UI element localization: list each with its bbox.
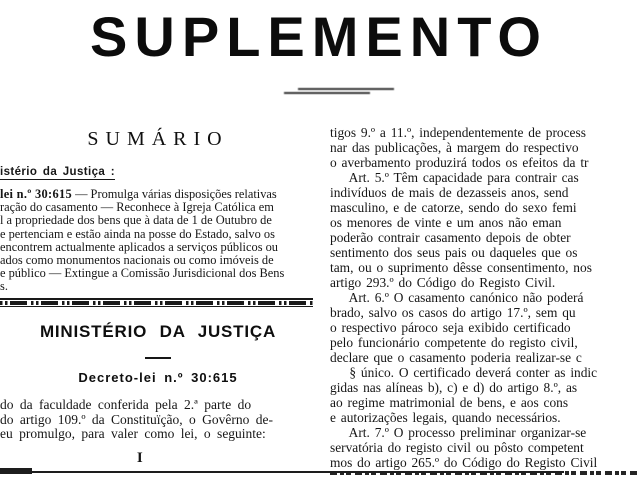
decree-line: eu promulgo, para valer como lei, o seguinte: <box>0 427 266 442</box>
text-line: artigo 293.º do Código do Registo Civil. <box>330 275 556 290</box>
text-line: poderão contrair casamento depois de obter <box>330 230 571 245</box>
text-line: Art. 6.º O casamento canónico não poderá <box>330 290 584 305</box>
summary-section-label: istério da Justiça : <box>0 166 115 178</box>
text-line: tigos 9.º a 11.º, independentemente de process <box>330 125 586 140</box>
ministry-heading: MINISTÉRIO DA JUSTIÇA <box>39 322 277 342</box>
decree-heading: Decreto-lei n.º 30:615 <box>78 370 238 386</box>
text-line: servatória do registo civil ou pôsto competent <box>330 440 584 455</box>
masthead-imprint-smudge <box>284 88 394 94</box>
text-line: sentimento dos seus pais ou daqueles que os <box>330 245 578 260</box>
text-line: nar das publicações, à margem do respectivo <box>330 140 579 155</box>
text-line: os menores de vinte e um anos não eman <box>330 215 562 230</box>
decree-number-lead: lei n.º 30:615 <box>0 188 72 201</box>
section-numeral: I <box>136 449 144 466</box>
decree-line: do artigo 109.º da Constituïção, o Govêrno de- <box>0 412 274 427</box>
right-column-text <box>330 125 638 470</box>
summary-lines <box>0 201 316 293</box>
summary-line: ração do casamento — Reconhece à Igreja Católica em <box>0 201 274 215</box>
text-line: e autorizações legais, quando necessários. <box>330 410 561 425</box>
summary-line: s. <box>0 280 8 294</box>
smudge-line <box>284 92 370 94</box>
decree-line: do da faculdade conferida pela 2.ª parte do <box>0 398 252 413</box>
text-line: tam, ou o suprimento dêsse consentimento, nos <box>330 260 592 275</box>
divider-ornament <box>0 301 313 305</box>
summary-heading: SUMÁRIO <box>87 128 229 150</box>
heading-rule <box>145 357 171 359</box>
right-column <box>330 118 638 475</box>
text-line: pelo funcionário competente do registo civil, <box>330 335 578 350</box>
summary-line <box>0 188 316 201</box>
text-line: o averbamento produzirá todos os efeitos da tr <box>330 155 589 170</box>
scan-edge-left <box>0 468 32 474</box>
text-line: Art. 7.º O processo preliminar organizar-se <box>330 425 587 440</box>
summary-line: e pertenciam e estão ainda na posse do Estado, salvo os <box>0 227 275 241</box>
decree-paragraph <box>0 398 316 442</box>
summary-entry <box>0 188 316 294</box>
text-line: mos do artigo 265.º do Código do Registo Civil <box>330 455 598 470</box>
two-column-body <box>0 118 638 475</box>
text-line: ao regime matrimonial de bens, e aos cons <box>330 395 569 410</box>
text-line: indivíduos de mais de dezasseis anos, send <box>330 185 569 200</box>
section-divider <box>0 298 313 308</box>
text-line: § único. O certificado deverá conter as indic <box>330 365 598 380</box>
page-bottom-rule <box>0 471 564 473</box>
summary-line: e público — Extingue a Comissão Jurisdicional dos Bens <box>0 267 285 281</box>
text-line: declare que o casamento poderia realizar-se c <box>330 350 582 365</box>
text-line: gidas nas alíneas b), c) e d) do artigo 8.º, as <box>330 380 578 395</box>
text-line: Art. 5.º Têm capacidade para contrair cas <box>330 170 579 185</box>
smudge-line <box>298 88 394 90</box>
masthead <box>0 0 638 67</box>
summary-line: encontrem actualmente aplicados a serviços públicos ou <box>0 240 279 254</box>
summary-line: l a propriedade dos bens que à data de 1 de Outubro de <box>0 214 272 228</box>
text-line: masculino, e de catorze, sendo do sexo femi <box>330 200 577 215</box>
page-title: SUPLEMENTO <box>90 5 548 68</box>
summary-line-text: — Promulga várias disposições relativas <box>71 188 277 201</box>
left-column <box>0 118 316 475</box>
summary-line: ados como monumentos nacionais ou como imóveis de <box>0 254 274 268</box>
text-line: brado, salvo os casos do artigo 17.º, sem qu <box>330 305 576 320</box>
text-line: o respectivo pároco seja exibido certificado <box>330 320 571 335</box>
